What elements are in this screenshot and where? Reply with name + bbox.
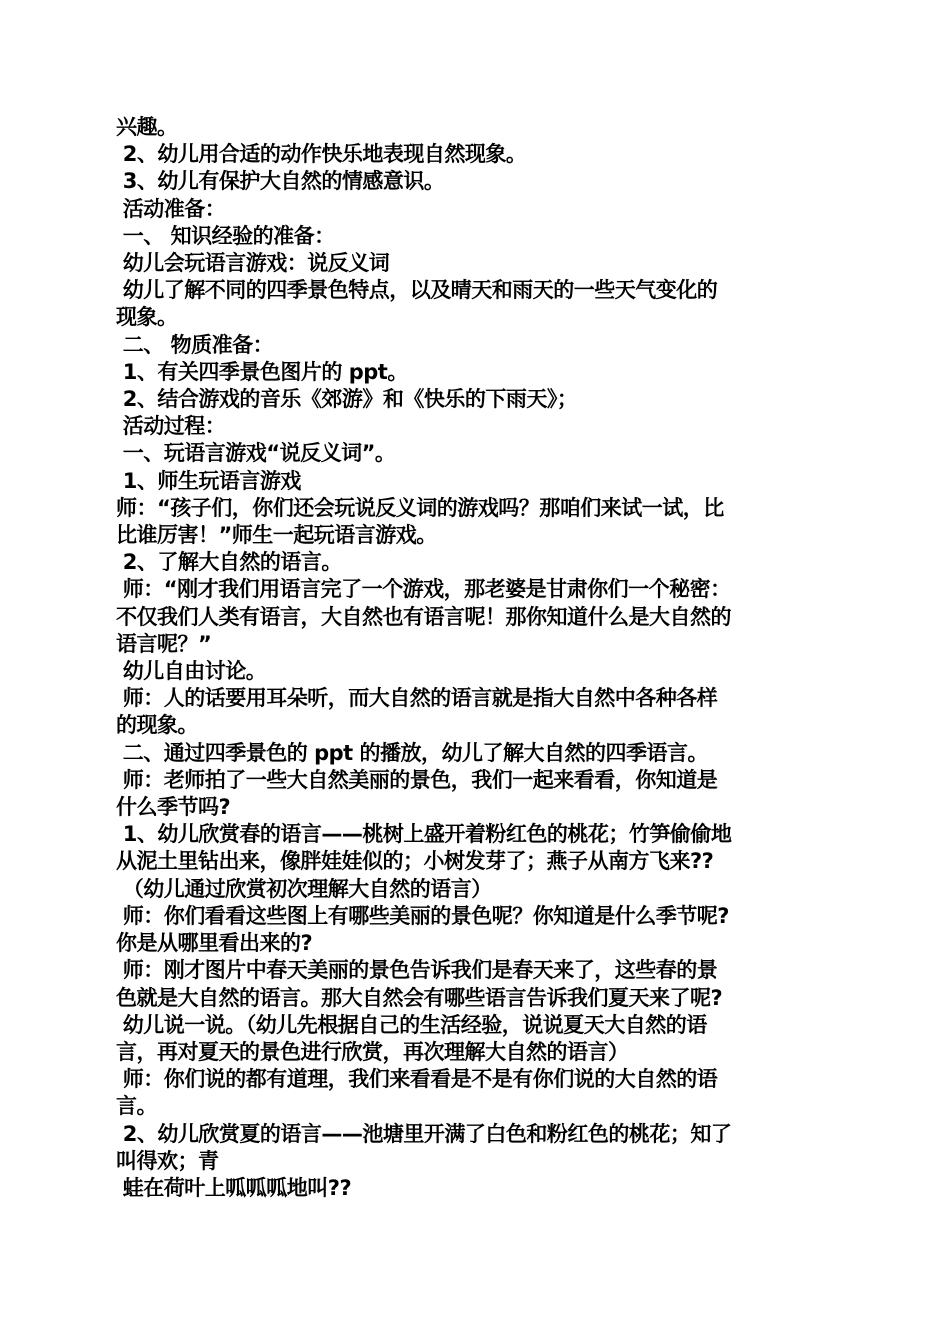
text-line: 2、结合游戏的音乐《郊游》和《快乐的下雨天》； [116,387,578,412]
text-line: （幼儿通过欣赏初次理解大自然的语言） [116,876,492,901]
text-line: 2、幼儿欣赏夏的语言——池塘里开满了白色和粉红色的桃花；知了 [116,1121,732,1146]
text-line: 师：你们看看这些图上有哪些美丽的景色呢？你知道是什么季节呢? [116,903,729,928]
text-line: 幼儿说一说。（幼儿先根据自己的生活经验，说说夏天大自然的语 [116,1012,707,1037]
text-line: 什么季节吗? [116,795,231,820]
text-line: 师：人的话要用耳朵听，而大自然的语言就是指大自然中各种各样 [116,686,718,711]
text-line: 你是从哪里看出来的? [116,931,313,956]
text-line: 1、有关四季景色图片的 ppt。 [116,359,408,384]
text-line: 色就是大自然的语言。那大自然会有哪些语言告诉我们夏天来了呢? [116,985,723,1010]
text-line: 比谁厉害！”师生一起玩语言游戏。 [116,523,437,548]
text-line: 言，再对夏天的景色进行欣赏，再次理解大自然的语言） [116,1039,629,1064]
section-heading: 活动过程： [116,414,226,439]
text-line: 师：你们说的都有道理，我们来看看是不是有你们说的大自然的语 [116,1067,718,1092]
subsection-heading: 一、玩语言游戏“说反义词”。 [116,441,396,466]
text-line: 从泥土里钻出来，像胖娃娃似的；小树发芽了；燕子从南方飞来?? [116,849,714,874]
text-line: 不仅我们人类有语言，大自然也有语言呢！那你知道什么是大自然的 [116,604,731,629]
text-line: 2、了解大自然的语言。 [116,550,342,575]
text-line: 师：刚才图片中春天美丽的景色告诉我们是春天来了，这些春的景 [116,958,718,983]
text-line: 1、幼儿欣赏春的语言——桃树上盛开着粉红色的桃花；竹笋偷偷地 [116,822,732,847]
text-line: 1、师生玩语言游戏 [116,468,301,493]
text-line: 2、幼儿用合适的动作快乐地表现自然现象。 [116,142,527,167]
text-line: 幼儿了解不同的四季景色特点，以及晴天和雨天的一些天气变化的 [116,278,718,303]
text-line: 师：“孩子们，你们还会玩说反义词的游戏吗？那咱们来试一试，比 [116,495,724,520]
subsection-heading: 一、 知识经验的准备： [116,223,335,248]
subsection-heading: 二、通过四季景色的 ppt 的播放，幼儿了解大自然的四季语言。 [116,740,709,765]
section-heading: 活动准备： [116,196,226,221]
text-line: 语言呢？” [116,631,212,656]
text-line: 3、幼儿有保护大自然的情感意识。 [116,169,445,194]
text-line: 现象。 [116,305,178,330]
text-line: 师：老师拍了一些大自然美丽的景色，我们一起来看看，你知道是 [116,767,718,792]
text-line: 叫得欢；青 [116,1148,219,1173]
text-line: 蛙在荷叶上呱呱呱地叫?? [116,1175,352,1200]
text-line: 兴趣。 [116,115,178,139]
text-line: 幼儿会玩语言游戏：说反义词 [116,251,390,276]
subsection-heading: 二、 物质准备： [116,332,274,357]
text-line: 言。 [116,1094,157,1119]
text-line: 师：“刚才我们用语言完了一个游戏，那老婆是甘肃你们一个秘密： [116,577,731,602]
document-body [116,114,846,1202]
text-line: 幼儿自由讨论。 [116,659,267,684]
text-line: 的现象。 [116,713,198,738]
